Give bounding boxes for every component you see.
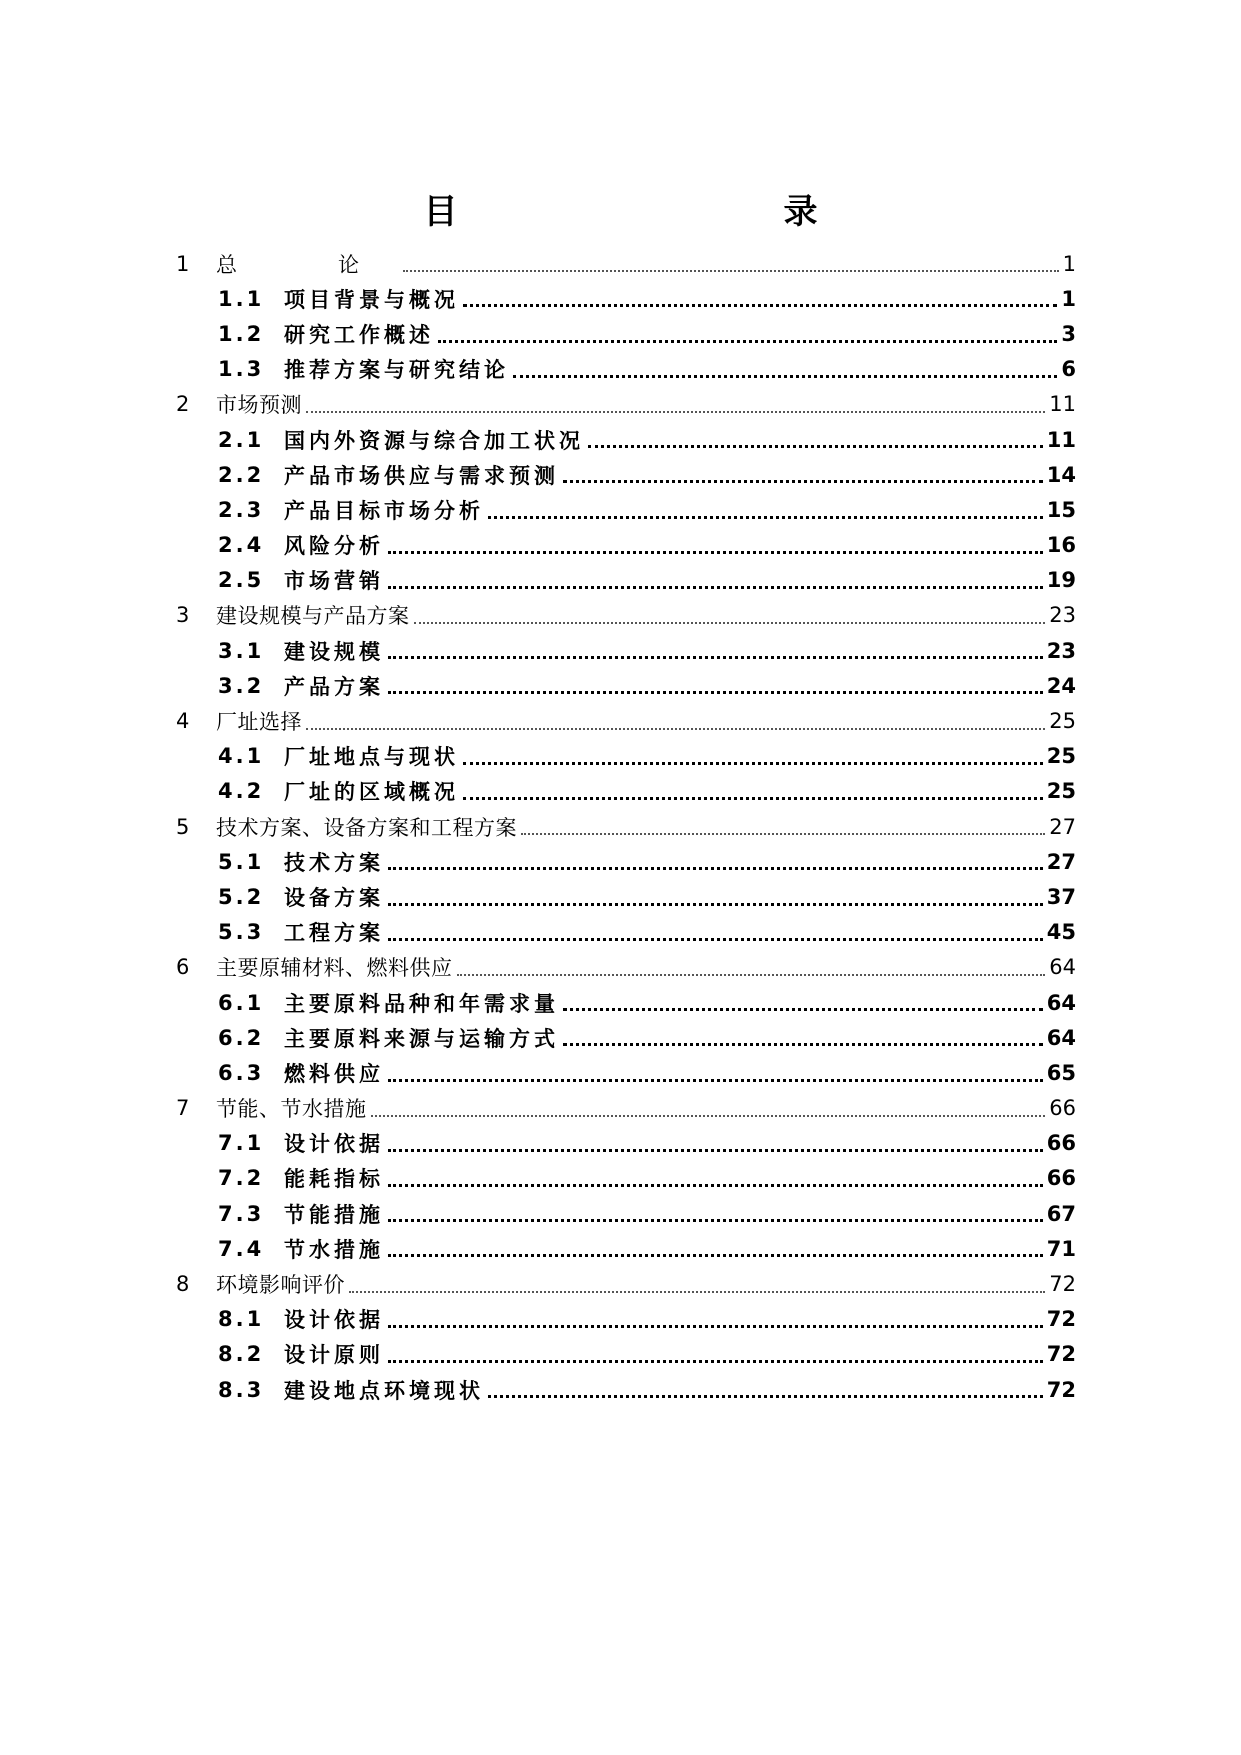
- toc-dot-leader: [388, 903, 1043, 906]
- toc-entry-number: 5.3: [218, 920, 265, 945]
- toc-entry-label: 技术方案、设备方案和工程方案: [216, 815, 517, 840]
- toc-entry-label: 技术方案: [284, 850, 384, 875]
- toc-page-number: 64: [1046, 990, 1076, 1015]
- toc-entry-number: 4.2: [218, 779, 265, 804]
- toc-dot-leader: [488, 516, 1043, 519]
- toc-dot-leader: [388, 938, 1043, 941]
- toc-title: 目 录: [423, 192, 904, 232]
- toc-dot-leader: [463, 304, 1057, 307]
- toc-entry-number: 1.1: [218, 286, 265, 311]
- toc-entry-number: 6: [176, 955, 190, 980]
- toc-entry-label: 设计依据: [284, 1132, 384, 1157]
- toc-section-row[interactable]: [0, 1231, 1241, 1266]
- toc-entry-number: 2: [176, 392, 190, 417]
- toc-entry-number: 2.4: [218, 533, 265, 558]
- toc-entry-number: 3: [176, 603, 190, 628]
- toc-page-number: 11: [1046, 427, 1076, 452]
- toc-chapter-row[interactable]: [0, 246, 1241, 281]
- toc-entry-label: 市场预测: [216, 393, 302, 418]
- toc-entry-number: 7.4: [218, 1236, 265, 1261]
- toc-entry-label: 厂址地点与现状: [284, 745, 459, 770]
- toc-section-row[interactable]: [0, 352, 1241, 387]
- toc-entry-number: 8.2: [218, 1342, 265, 1367]
- toc-entry-label: 总 论: [216, 252, 399, 277]
- toc-entry-label: 主要原辅材料、燃料供应: [216, 956, 453, 981]
- toc-page-number: 45: [1046, 920, 1076, 945]
- toc-page-number: 37: [1046, 884, 1076, 909]
- toc-page-number: 71: [1046, 1236, 1076, 1261]
- toc-entry-label: 工程方案: [284, 921, 384, 946]
- toc-entry-number: 2.3: [218, 497, 265, 522]
- toc-entry-number: 6.1: [218, 990, 265, 1015]
- toc-page-number: 15: [1046, 497, 1076, 522]
- toc-dot-leader: [521, 833, 1045, 835]
- toc-chapter-row[interactable]: [0, 1266, 1241, 1301]
- toc-entry-label: 设计依据: [284, 1308, 384, 1333]
- toc-entry-label: 项目背景与概况: [284, 287, 459, 312]
- toc-dot-leader: [388, 1149, 1043, 1152]
- toc-entry-label: 环境影响评价: [216, 1273, 345, 1298]
- toc-dot-leader: [563, 1008, 1043, 1011]
- toc-entry-number: 2.1: [218, 427, 265, 452]
- toc-dot-leader: [388, 691, 1043, 694]
- toc-page-number: 72: [1046, 1377, 1076, 1402]
- toc-page-number: 16: [1046, 533, 1076, 558]
- toc-dot-leader: [388, 586, 1043, 589]
- toc-page-number: 72: [1046, 1307, 1076, 1332]
- toc-page-number: 27: [1049, 814, 1076, 839]
- toc-dot-leader: [306, 728, 1045, 730]
- toc-dot-leader: [371, 1115, 1046, 1117]
- toc-page-number: 72: [1046, 1342, 1076, 1367]
- toc-entry-number: 7.2: [218, 1166, 265, 1191]
- toc-entry-number: 8: [176, 1272, 190, 1297]
- toc-page-number: 27: [1046, 849, 1076, 874]
- toc-page-number: 66: [1046, 1131, 1076, 1156]
- toc-entry-label: 节能措施: [284, 1202, 384, 1227]
- toc-page-number: 23: [1046, 638, 1076, 663]
- toc-chapter-row[interactable]: [0, 598, 1241, 633]
- toc-section-row[interactable]: [0, 844, 1241, 879]
- toc-entry-label: 建设规模与产品方案: [216, 604, 410, 629]
- toc-section-row[interactable]: [0, 1196, 1241, 1231]
- toc-dot-leader: [563, 480, 1043, 483]
- toc-page-number: 24: [1046, 673, 1076, 698]
- table-of-contents: [0, 246, 1241, 1407]
- toc-entry-label: 推荐方案与研究结论: [284, 358, 509, 383]
- toc-section-row[interactable]: [0, 739, 1241, 774]
- toc-entry-label: 产品市场供应与需求预测: [284, 463, 559, 488]
- toc-entry-label: 能耗指标: [284, 1167, 384, 1192]
- toc-entry-label: 风险分析: [284, 534, 384, 559]
- toc-entry-number: 3.2: [218, 673, 265, 698]
- toc-entry-number: 8.3: [218, 1377, 265, 1402]
- toc-dot-leader: [388, 1184, 1043, 1187]
- toc-dot-leader: [463, 797, 1043, 800]
- toc-section-row[interactable]: [0, 422, 1241, 457]
- toc-entry-label: 节能、节水措施: [216, 1097, 367, 1122]
- toc-page-number: 14: [1046, 462, 1076, 487]
- toc-dot-leader: [403, 270, 1059, 272]
- toc-section-row[interactable]: [0, 1302, 1241, 1337]
- toc-entry-label: 燃料供应: [284, 1061, 384, 1086]
- toc-page-number: 23: [1049, 603, 1076, 628]
- toc-page-number: 66: [1049, 1096, 1076, 1121]
- toc-section-row[interactable]: [0, 879, 1241, 914]
- toc-dot-leader: [388, 1254, 1043, 1257]
- toc-section-row[interactable]: [0, 457, 1241, 492]
- toc-section-row[interactable]: [0, 281, 1241, 316]
- toc-section-row[interactable]: [0, 1337, 1241, 1372]
- toc-page-number: 64: [1049, 955, 1076, 980]
- toc-dot-leader: [388, 1219, 1043, 1222]
- toc-dot-leader: [414, 622, 1046, 624]
- toc-section-row[interactable]: [0, 1161, 1241, 1196]
- toc-section-row[interactable]: [0, 1055, 1241, 1090]
- toc-dot-leader: [513, 375, 1057, 378]
- toc-entry-number: 6.2: [218, 1025, 265, 1050]
- toc-page-number: 67: [1046, 1201, 1076, 1226]
- toc-chapter-row[interactable]: [0, 1091, 1241, 1126]
- toc-page-number: 64: [1046, 1025, 1076, 1050]
- toc-page-number: 65: [1046, 1060, 1076, 1085]
- toc-section-row[interactable]: [0, 1372, 1241, 1407]
- toc-entry-label: 设备方案: [284, 885, 384, 910]
- toc-page-number: 72: [1049, 1272, 1076, 1297]
- toc-page-number: 19: [1046, 568, 1076, 593]
- toc-page-number: 25: [1049, 709, 1076, 734]
- toc-page-number: 25: [1046, 744, 1076, 769]
- toc-section-row[interactable]: [0, 316, 1241, 351]
- toc-dot-leader: [438, 340, 1057, 343]
- toc-dot-leader: [388, 1079, 1043, 1082]
- toc-section-row[interactable]: [0, 1126, 1241, 1161]
- toc-dot-leader: [463, 762, 1043, 765]
- toc-section-row[interactable]: [0, 915, 1241, 950]
- toc-entry-label: 设计原则: [284, 1343, 384, 1368]
- toc-entry-label: 厂址选择: [216, 710, 302, 735]
- toc-chapter-row[interactable]: [0, 703, 1241, 738]
- toc-entry-label: 建设地点环境现状: [284, 1378, 484, 1403]
- toc-entry-label: 主要原料来源与运输方式: [284, 1026, 559, 1051]
- toc-dot-leader: [457, 974, 1046, 976]
- toc-page-number: 1: [1061, 286, 1076, 311]
- toc-section-row[interactable]: [0, 985, 1241, 1020]
- toc-page-number: 66: [1046, 1166, 1076, 1191]
- toc-entry-number: 5: [176, 814, 190, 839]
- toc-entry-number: 6.3: [218, 1060, 265, 1085]
- toc-entry-number: 5.2: [218, 884, 265, 909]
- toc-dot-leader: [306, 411, 1045, 413]
- toc-entry-number: 4.1: [218, 744, 265, 769]
- toc-entry-number: 2.2: [218, 462, 265, 487]
- toc-chapter-row[interactable]: [0, 950, 1241, 985]
- toc-page-number: 25: [1046, 779, 1076, 804]
- toc-entry-number: 4: [176, 709, 190, 734]
- toc-dot-leader: [588, 445, 1043, 448]
- toc-entry-number: 2.5: [218, 568, 265, 593]
- toc-entry-number: 1.3: [218, 357, 265, 382]
- toc-entry-label: 节水措施: [284, 1237, 384, 1262]
- toc-entry-number: 1: [176, 251, 190, 276]
- toc-entry-label: 国内外资源与综合加工状况: [284, 428, 584, 453]
- toc-page-number: 1: [1062, 251, 1076, 276]
- toc-dot-leader: [349, 1291, 1045, 1293]
- toc-entry-number: 8.1: [218, 1307, 265, 1332]
- toc-entry-label: 建设规模: [284, 639, 384, 664]
- toc-dot-leader: [388, 656, 1043, 659]
- toc-entry-label: 产品目标市场分析: [284, 498, 484, 523]
- toc-entry-label: 厂址的区域概况: [284, 780, 459, 805]
- toc-dot-leader: [388, 867, 1043, 870]
- toc-entry-number: 1.2: [218, 321, 265, 346]
- toc-entry-label: 产品方案: [284, 674, 384, 699]
- toc-dot-leader: [563, 1043, 1043, 1046]
- toc-entry-number: 7.1: [218, 1131, 265, 1156]
- toc-entry-label: 市场营销: [284, 569, 384, 594]
- toc-page-number: 3: [1061, 321, 1076, 346]
- toc-entry-number: 3.1: [218, 638, 265, 663]
- toc-section-row[interactable]: [0, 492, 1241, 527]
- toc-section-row[interactable]: [0, 563, 1241, 598]
- toc-entry-number: 5.1: [218, 849, 265, 874]
- toc-dot-leader: [488, 1395, 1043, 1398]
- toc-section-row[interactable]: [0, 668, 1241, 703]
- toc-entry-label: 主要原料品种和年需求量: [284, 991, 559, 1016]
- toc-chapter-row[interactable]: [0, 387, 1241, 422]
- toc-dot-leader: [388, 1360, 1043, 1363]
- toc-section-row[interactable]: [0, 774, 1241, 809]
- toc-dot-leader: [388, 551, 1043, 554]
- toc-entry-label: 研究工作概述: [284, 322, 434, 347]
- toc-page-number: 11: [1049, 392, 1076, 417]
- toc-page-number: 6: [1061, 357, 1076, 382]
- toc-entry-number: 7.3: [218, 1201, 265, 1226]
- toc-entry-number: 7: [176, 1096, 190, 1121]
- toc-chapter-row[interactable]: [0, 809, 1241, 844]
- toc-dot-leader: [388, 1325, 1043, 1328]
- toc-section-row[interactable]: [0, 1020, 1241, 1055]
- toc-section-row[interactable]: [0, 528, 1241, 563]
- toc-section-row[interactable]: [0, 633, 1241, 668]
